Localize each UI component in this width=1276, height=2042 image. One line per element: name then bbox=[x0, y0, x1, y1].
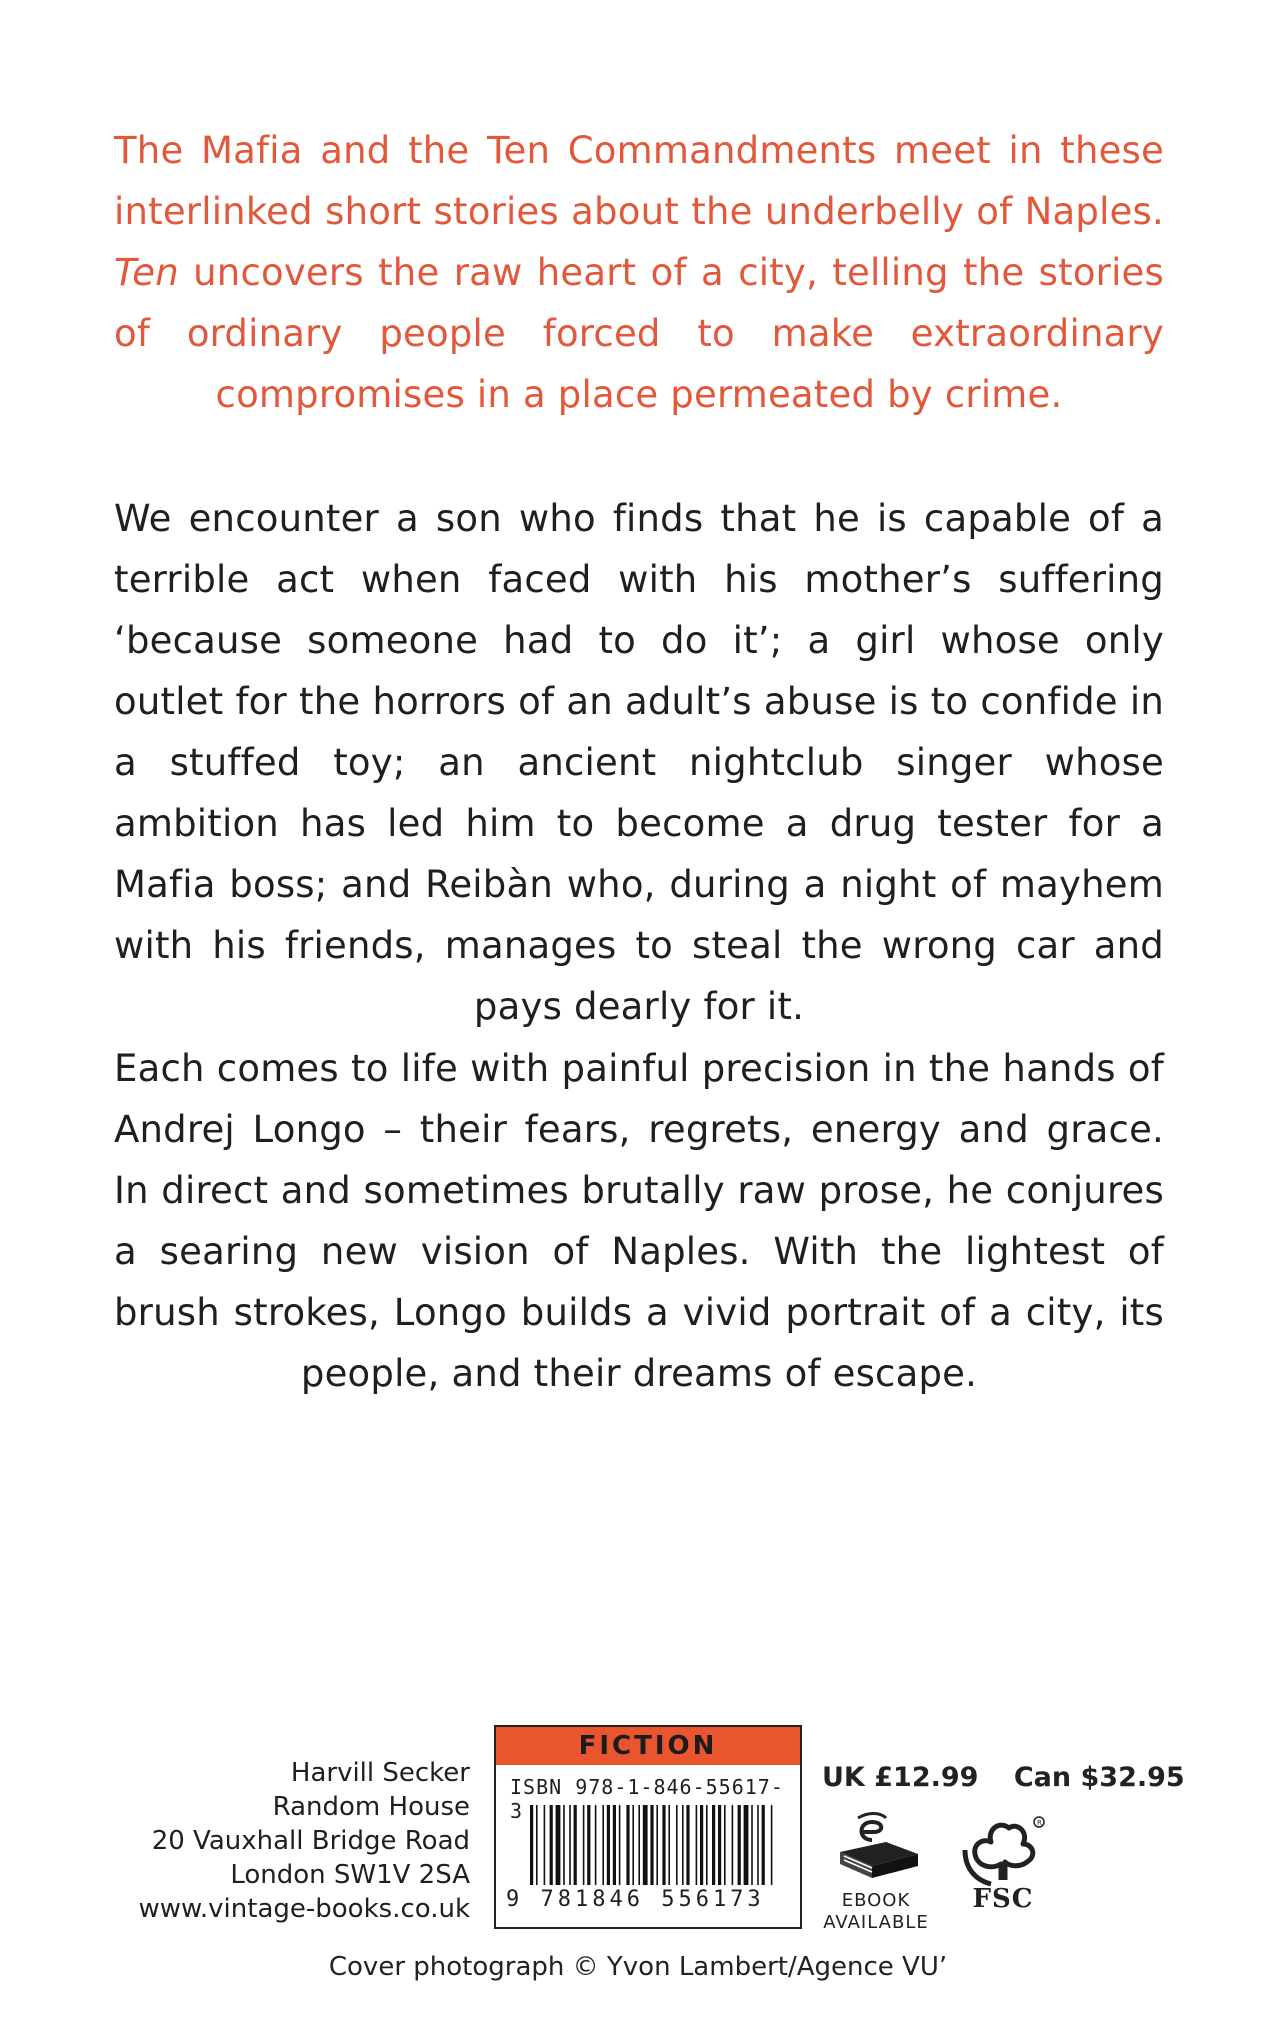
blurb-paragraph-2: We encounter a son who finds that he is capable of a terrible act when faced with his mother’s suffering ‘because someone had to do it’; a girl whose only outlet for the horrors of an adult’s abuse is to confide in a stuffed toy; an ancient nightclub singer whose ambition has led him to become a drug tester for a Mafia boss; and Reibàn who, during a night of mayhem with his friends, manages to steal the wrong car and pays dearly for it. bbox=[114, 497, 1164, 1028]
barcode-bar bbox=[595, 1805, 597, 1885]
barcode-bar bbox=[530, 1805, 533, 1885]
publisher-house: Random House bbox=[272, 1792, 470, 1822]
barcode-bar bbox=[712, 1805, 715, 1885]
barcode-bar bbox=[656, 1805, 658, 1885]
price-canada: Can $32.95 bbox=[1013, 1762, 1185, 1793]
barcode-bar bbox=[638, 1805, 640, 1885]
barcode-bar bbox=[619, 1805, 621, 1885]
publisher-address bbox=[120, 1756, 470, 1926]
barcode-bar bbox=[732, 1805, 734, 1885]
barcode-panel bbox=[494, 1725, 802, 1929]
barcode-bar bbox=[771, 1805, 773, 1885]
book-title-italic: Ten bbox=[114, 251, 179, 294]
barcode-bar bbox=[668, 1805, 670, 1885]
publisher-name: Harvill Secker bbox=[290, 1758, 470, 1788]
barcode-bar bbox=[650, 1805, 653, 1885]
barcode-bar bbox=[662, 1805, 665, 1885]
barcode-bar bbox=[682, 1805, 684, 1885]
ebook-icon bbox=[828, 1812, 924, 1886]
blurb-intro-start: The Mafia and the Ten Commandments meet in these interlinked short stories about the underbelly of Naples. bbox=[114, 129, 1164, 233]
ebook-badge bbox=[816, 1812, 936, 1934]
fsc-badge bbox=[958, 1814, 1048, 1914]
blurb-paragraph-3: Each comes to life with painful precision in the hands of Andrej Longo – their fears, regrets, energy and grace. In direct and sometimes brutally raw prose, he conjures a searing new vision of Naples. With the lightest of brush strokes, Longo builds a vivid portrait of a city, its people, and their dreams of escape. bbox=[114, 1047, 1164, 1395]
publisher-street: 20 Vauxhall Bridge Road bbox=[151, 1826, 470, 1856]
barcode-icon bbox=[510, 1805, 790, 1885]
barcode-bar bbox=[676, 1805, 678, 1885]
barcode-bar bbox=[536, 1805, 538, 1885]
barcode-bar bbox=[607, 1805, 610, 1885]
cover-photo-credit: Cover photograph © Yvon Lambert/Agence VU’ bbox=[328, 1952, 948, 1982]
barcode-bar bbox=[613, 1805, 616, 1885]
barcode-bar bbox=[724, 1805, 726, 1885]
barcode-bar bbox=[696, 1805, 698, 1885]
barcode-bar bbox=[544, 1805, 546, 1885]
barcode-bar bbox=[602, 1805, 604, 1885]
price-uk: UK £12.99 bbox=[822, 1762, 979, 1793]
barcode-bar bbox=[574, 1805, 577, 1885]
barcode-bar bbox=[632, 1805, 634, 1885]
barcode-bar bbox=[643, 1805, 648, 1885]
barcode-bar bbox=[718, 1805, 721, 1885]
barcode-digits: 9 781846 556173 bbox=[506, 1887, 765, 1912]
fsc-label: FSC bbox=[972, 1884, 1034, 1914]
isbn-number: ISBN 978-1-846-55617-3 bbox=[510, 1775, 784, 1823]
barcode-bar bbox=[556, 1805, 561, 1885]
barcode-bar bbox=[706, 1805, 708, 1885]
blurb-intro bbox=[114, 120, 1164, 425]
price-list bbox=[822, 1762, 1211, 1793]
ebook-label: EBOOK AVAILABLE bbox=[823, 1890, 929, 1933]
barcode-bar bbox=[563, 1805, 565, 1885]
barcode-bar bbox=[762, 1805, 765, 1885]
fsc-tree-icon bbox=[961, 1814, 1045, 1886]
barcode-bar bbox=[583, 1805, 585, 1885]
category-band: FICTION bbox=[496, 1727, 800, 1765]
barcode-bar bbox=[738, 1805, 741, 1885]
barcode-bar bbox=[757, 1805, 759, 1885]
publisher-website[interactable]: www.vintage-books.co.uk bbox=[138, 1894, 470, 1924]
publisher-city: London SW1V 2SA bbox=[230, 1860, 470, 1890]
barcode-bar bbox=[550, 1805, 553, 1885]
barcode-bar bbox=[751, 1805, 753, 1885]
barcode-bar bbox=[569, 1805, 571, 1885]
barcode-bar bbox=[686, 1805, 689, 1885]
blurb-intro-end: uncovers the raw heart of a city, telling the stories of ordinary people forced to make extraordinary compromises in a place permeated by crime. bbox=[114, 251, 1164, 416]
barcode-bar bbox=[626, 1805, 629, 1885]
barcode-bar bbox=[700, 1805, 703, 1885]
barcode-bar bbox=[587, 1805, 590, 1885]
barcode-bar bbox=[744, 1805, 749, 1885]
svg-text:R: R bbox=[1037, 1819, 1042, 1827]
